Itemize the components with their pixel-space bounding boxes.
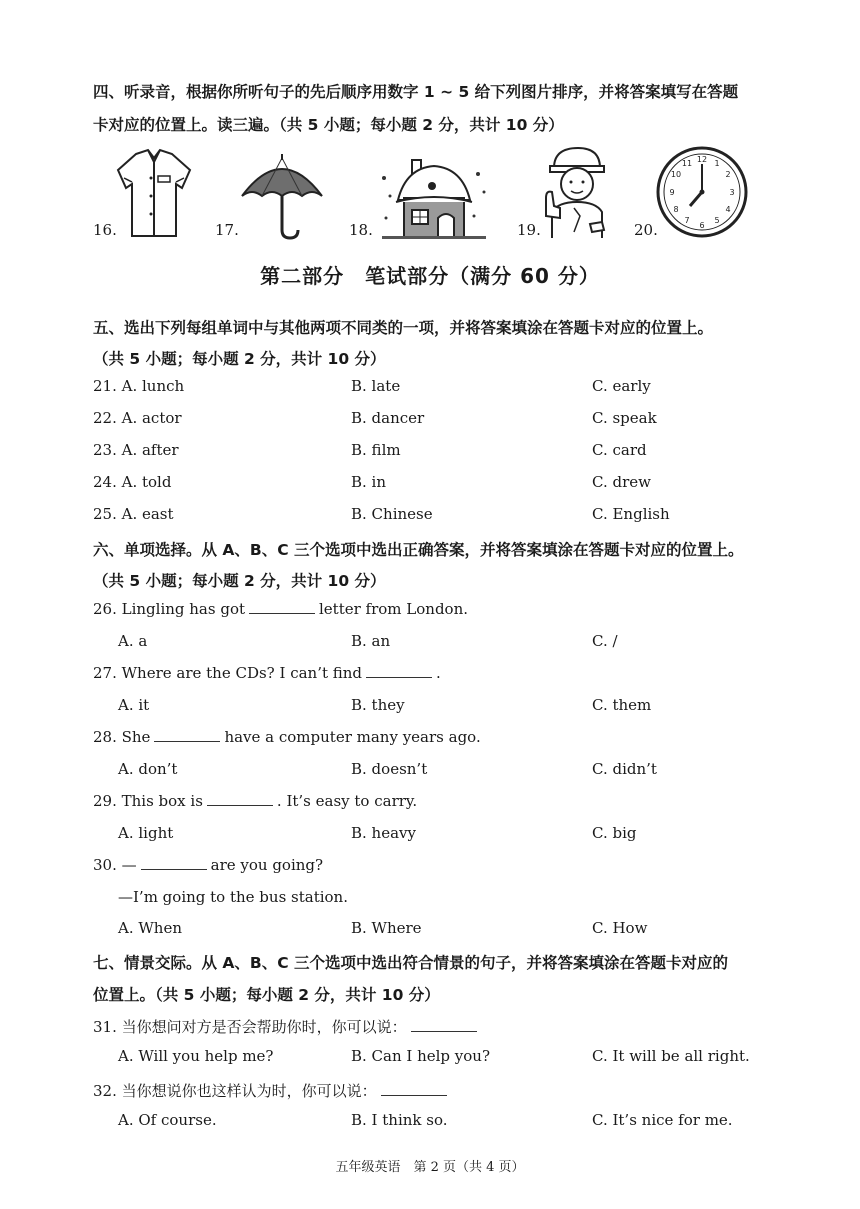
section4-title-line1: 四、听录音，根据你所听句子的先后顺序用数字 1 ~ 5 给下列图片排序，并将答案填写在答题 (93, 83, 739, 101)
option-c: C. speak (592, 409, 657, 427)
option-b: B. Chinese (351, 505, 433, 523)
option-b: B. Where (351, 919, 422, 937)
option-b: B. I think so. (351, 1111, 448, 1129)
stem-pre: 28. She (93, 728, 151, 746)
option-b: B. late (351, 377, 401, 395)
option-a: A. it (118, 696, 150, 714)
svg-text:8: 8 (673, 205, 679, 214)
svg-text:1: 1 (714, 159, 720, 168)
option-a: 23. A. after (93, 441, 179, 459)
option-a: 24. A. told (93, 473, 172, 491)
answer-blank (141, 868, 207, 870)
stem-pre: 29. This box is (93, 792, 203, 810)
question-30-stem (93, 856, 323, 874)
section4-title-line2: 卡对应的位置上。读三遍。（共 5 小题；每小题 2 分，共计 10 分） (93, 116, 564, 134)
option-a: A. Will you help me? (118, 1047, 274, 1065)
shirt-icon (114, 148, 194, 244)
stem-post: . It’s easy to carry. (276, 792, 418, 810)
section6-title-line2: （共 5 小题；每小题 2 分，共计 10 分） (93, 572, 386, 590)
svg-text:4: 4 (725, 205, 731, 214)
svg-text:11: 11 (681, 159, 693, 168)
page-footer: 五年级英语 第 2 页（共 4 页） (335, 1160, 525, 1175)
part2-title: 第二部分 笔试部分（满分 60 分） (260, 264, 600, 288)
answer-blank (411, 1030, 477, 1032)
svg-text:12: 12 (696, 155, 708, 164)
stem-text: 32. 当你想说你也这样认为时，你可以说： (93, 1082, 377, 1100)
answer-blank (154, 740, 220, 742)
option-c: C. It’s nice for me. (592, 1111, 733, 1129)
option-a: A. a (118, 632, 148, 650)
question-27-stem (93, 664, 441, 682)
option-a: 21. A. lunch (93, 377, 185, 395)
stem-post: are you going? (210, 856, 324, 874)
picture-number-18: 18. (349, 221, 373, 239)
option-b: B. Can I help you? (351, 1047, 491, 1065)
stem-post: have a computer many years ago. (224, 728, 481, 746)
option-a: A. Of course. (118, 1111, 217, 1129)
option-b: B. film (351, 441, 401, 459)
picture-number-20: 20. (634, 221, 658, 239)
stem-pre: 27. Where are the CDs? I can’t find (93, 664, 363, 682)
question-26-stem (93, 600, 468, 618)
option-b: B. in (351, 473, 387, 491)
option-c: C. big (592, 824, 637, 842)
option-b: B. they (351, 696, 405, 714)
picture-number-16: 16. (93, 221, 117, 239)
umbrella-icon (238, 152, 326, 246)
answer-blank (249, 612, 315, 614)
option-c: C. card (592, 441, 647, 459)
section6-title-line1: 六、单项选择。从 A、B、C 三个选项中选出正确答案，并将答案填涂在答题卡对应的位置上。 (93, 541, 744, 559)
option-c: C. / (592, 632, 618, 650)
option-c: C. drew (592, 473, 651, 491)
option-b: B. heavy (351, 824, 416, 842)
section7-title-line1: 七、情景交际。从 A、B、C 三个选项中选出符合情景的句子，并将答案填涂在答题卡对应的 (93, 954, 728, 972)
stem-pre: 26. Lingling has got (93, 600, 245, 618)
answer-blank (366, 676, 432, 678)
svg-text:9: 9 (669, 188, 675, 197)
clock-icon (656, 146, 748, 242)
svg-text:5: 5 (714, 216, 720, 225)
snowy-house-icon (378, 156, 490, 244)
question-32-stem (93, 1080, 451, 1101)
svg-text:7: 7 (684, 216, 690, 225)
question-30-reply: —I’m going to the bus station. (118, 888, 348, 906)
section7-title-line2: 位置上。（共 5 小题；每小题 2 分，共计 10 分） (93, 986, 440, 1004)
question-28-stem (93, 728, 481, 746)
option-c: C. them (592, 696, 652, 714)
svg-text:6: 6 (699, 221, 705, 230)
section5-title-line1: 五、选出下列每组单词中与其他两项不同类的一项，并将答案填涂在答题卡对应的位置上。 (93, 319, 714, 337)
question-29-stem (93, 792, 417, 810)
option-b: B. doesn’t (351, 760, 428, 778)
option-c: C. How (592, 919, 648, 937)
answer-blank (207, 804, 273, 806)
option-a: 25. A. east (93, 505, 174, 523)
worker-thumbs-up-icon (538, 146, 616, 244)
option-c: C. English (592, 505, 670, 523)
option-b: B. dancer (351, 409, 425, 427)
stem-text: 31. 当你想问对方是否会帮助你时，你可以说： (93, 1018, 407, 1036)
answer-blank (381, 1094, 447, 1096)
stem-post: letter from London. (319, 600, 469, 618)
option-a: 22. A. actor (93, 409, 182, 427)
svg-text:2: 2 (725, 170, 731, 179)
stem-post: . (436, 664, 441, 682)
picture-number-17: 17. (215, 221, 239, 239)
option-b: B. an (351, 632, 391, 650)
option-a: A. light (118, 824, 174, 842)
section5-title-line2: （共 5 小题；每小题 2 分，共计 10 分） (93, 350, 386, 368)
option-a: A. don’t (118, 760, 178, 778)
question-31-stem (93, 1016, 481, 1037)
option-a: A. When (118, 919, 182, 937)
svg-text:10: 10 (670, 170, 682, 179)
option-c: C. It will be all right. (592, 1047, 750, 1065)
stem-pre: 30. — (93, 856, 137, 874)
svg-text:3: 3 (729, 188, 735, 197)
picture-number-19: 19. (517, 221, 541, 239)
option-c: C. didn’t (592, 760, 657, 778)
option-c: C. early (592, 377, 651, 395)
